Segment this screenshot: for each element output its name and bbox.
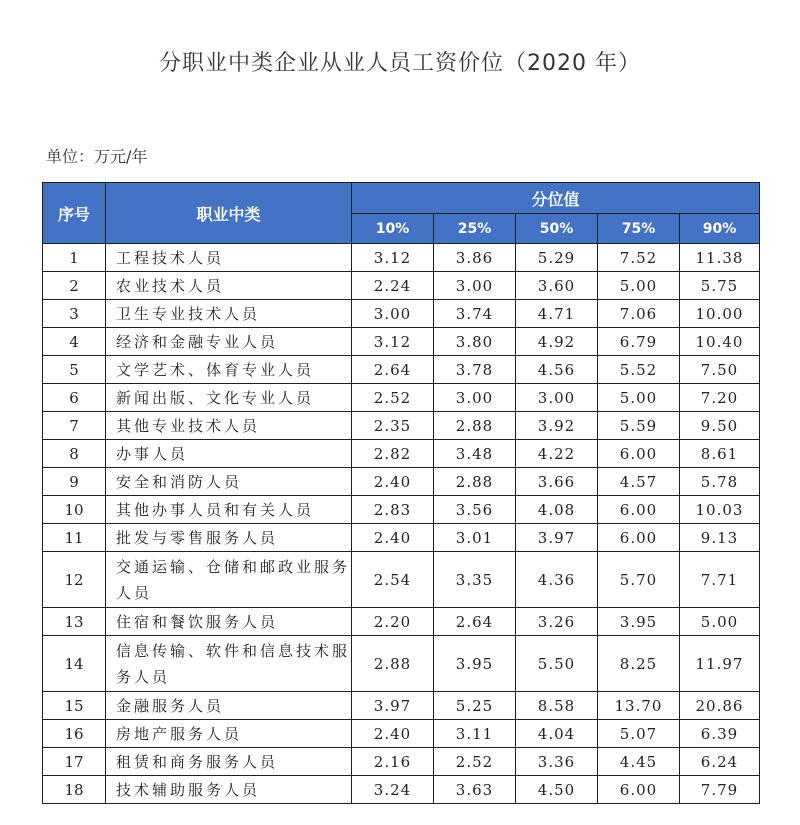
cell-p50: 5.50 xyxy=(516,636,598,692)
header-p10: 10% xyxy=(352,214,434,244)
header-index: 序号 xyxy=(43,183,106,244)
cell-occupation: 工程技术人员 xyxy=(106,244,352,272)
cell-p25: 3.01 xyxy=(434,524,516,552)
cell-p75: 7.52 xyxy=(598,244,680,272)
cell-p75: 6.00 xyxy=(598,440,680,468)
table-row xyxy=(43,524,760,552)
cell-p75: 7.06 xyxy=(598,300,680,328)
cell-occupation: 信息传输、软件和信息技术服务人员 xyxy=(106,636,352,692)
cell-p25: 3.56 xyxy=(434,496,516,524)
cell-p75: 5.70 xyxy=(598,552,680,608)
cell-p10: 2.64 xyxy=(352,356,434,384)
cell-index: 9 xyxy=(43,468,106,496)
cell-p25: 5.25 xyxy=(434,692,516,720)
cell-p50: 4.92 xyxy=(516,328,598,356)
cell-p25: 3.00 xyxy=(434,272,516,300)
cell-occupation: 技术辅助服务人员 xyxy=(106,776,352,804)
header-percentile-group: 分位值 xyxy=(352,183,760,214)
cell-p90: 6.39 xyxy=(680,720,760,748)
cell-p25: 2.64 xyxy=(434,608,516,636)
cell-p90: 7.20 xyxy=(680,384,760,412)
cell-p25: 3.63 xyxy=(434,776,516,804)
wage-table xyxy=(42,182,760,804)
cell-p75: 6.00 xyxy=(598,496,680,524)
cell-occupation: 交通运输、仓储和邮政业服务人员 xyxy=(106,552,352,608)
table-row xyxy=(43,328,760,356)
cell-p50: 3.92 xyxy=(516,412,598,440)
cell-occupation: 批发与零售服务人员 xyxy=(106,524,352,552)
cell-p10: 2.40 xyxy=(352,720,434,748)
cell-p75: 6.00 xyxy=(598,776,680,804)
cell-p10: 3.12 xyxy=(352,328,434,356)
cell-occupation: 经济和金融专业人员 xyxy=(106,328,352,356)
cell-p25: 2.88 xyxy=(434,412,516,440)
cell-p10: 2.20 xyxy=(352,608,434,636)
cell-index: 17 xyxy=(43,748,106,776)
cell-p25: 2.88 xyxy=(434,468,516,496)
cell-p25: 3.11 xyxy=(434,720,516,748)
cell-p10: 2.88 xyxy=(352,636,434,692)
cell-p50: 4.04 xyxy=(516,720,598,748)
cell-p75: 8.25 xyxy=(598,636,680,692)
cell-p75: 4.57 xyxy=(598,468,680,496)
cell-p10: 3.24 xyxy=(352,776,434,804)
cell-p50: 4.71 xyxy=(516,300,598,328)
cell-p10: 2.16 xyxy=(352,748,434,776)
cell-p90: 9.13 xyxy=(680,524,760,552)
cell-p75: 4.45 xyxy=(598,748,680,776)
cell-index: 13 xyxy=(43,608,106,636)
cell-p50: 4.22 xyxy=(516,440,598,468)
cell-p10: 3.00 xyxy=(352,300,434,328)
cell-p90: 10.40 xyxy=(680,328,760,356)
table-row xyxy=(43,636,760,692)
table-body xyxy=(43,244,760,804)
cell-p75: 6.79 xyxy=(598,328,680,356)
cell-p90: 10.03 xyxy=(680,496,760,524)
cell-p90: 5.78 xyxy=(680,468,760,496)
cell-occupation: 安全和消防人员 xyxy=(106,468,352,496)
table-row xyxy=(43,356,760,384)
cell-p25: 3.00 xyxy=(434,384,516,412)
cell-p10: 3.97 xyxy=(352,692,434,720)
cell-p10: 3.12 xyxy=(352,244,434,272)
cell-p90: 9.50 xyxy=(680,412,760,440)
cell-p10: 2.52 xyxy=(352,384,434,412)
cell-p50: 3.60 xyxy=(516,272,598,300)
cell-index: 8 xyxy=(43,440,106,468)
cell-index: 2 xyxy=(43,272,106,300)
cell-p50: 3.00 xyxy=(516,384,598,412)
table-row xyxy=(43,720,760,748)
cell-p90: 10.00 xyxy=(680,300,760,328)
cell-p75: 5.00 xyxy=(598,272,680,300)
cell-p90: 8.61 xyxy=(680,440,760,468)
cell-p10: 2.54 xyxy=(352,552,434,608)
cell-index: 6 xyxy=(43,384,106,412)
cell-p10: 2.24 xyxy=(352,272,434,300)
table-row xyxy=(43,300,760,328)
cell-p25: 3.80 xyxy=(434,328,516,356)
cell-occupation: 其他专业技术人员 xyxy=(106,412,352,440)
table-row xyxy=(43,692,760,720)
cell-index: 4 xyxy=(43,328,106,356)
cell-p75: 13.70 xyxy=(598,692,680,720)
cell-index: 16 xyxy=(43,720,106,748)
cell-p10: 2.40 xyxy=(352,468,434,496)
cell-index: 14 xyxy=(43,636,106,692)
header-p25: 25% xyxy=(434,214,516,244)
table-row xyxy=(43,468,760,496)
cell-occupation: 办事人员 xyxy=(106,440,352,468)
cell-p10: 2.82 xyxy=(352,440,434,468)
header-p90: 90% xyxy=(680,214,760,244)
cell-p90: 5.75 xyxy=(680,272,760,300)
cell-index: 10 xyxy=(43,496,106,524)
table-row xyxy=(43,552,760,608)
cell-p50: 4.50 xyxy=(516,776,598,804)
cell-p90: 11.38 xyxy=(680,244,760,272)
cell-index: 1 xyxy=(43,244,106,272)
cell-p50: 4.08 xyxy=(516,496,598,524)
cell-index: 11 xyxy=(43,524,106,552)
table-header xyxy=(43,183,760,244)
table-row xyxy=(43,272,760,300)
table-row xyxy=(43,608,760,636)
cell-p75: 5.59 xyxy=(598,412,680,440)
cell-occupation: 房地产服务人员 xyxy=(106,720,352,748)
table-row xyxy=(43,244,760,272)
cell-p25: 3.35 xyxy=(434,552,516,608)
cell-p10: 2.40 xyxy=(352,524,434,552)
cell-index: 12 xyxy=(43,552,106,608)
cell-occupation: 农业技术人员 xyxy=(106,272,352,300)
cell-p50: 4.36 xyxy=(516,552,598,608)
cell-index: 3 xyxy=(43,300,106,328)
cell-occupation: 金融服务人员 xyxy=(106,692,352,720)
table-row xyxy=(43,496,760,524)
cell-p75: 6.00 xyxy=(598,524,680,552)
cell-p25: 3.78 xyxy=(434,356,516,384)
header-occupation: 职业中类 xyxy=(106,183,352,244)
cell-p50: 4.56 xyxy=(516,356,598,384)
table-row xyxy=(43,412,760,440)
cell-p75: 5.00 xyxy=(598,384,680,412)
header-p75: 75% xyxy=(598,214,680,244)
cell-p50: 3.36 xyxy=(516,748,598,776)
table-row xyxy=(43,748,760,776)
cell-p25: 3.48 xyxy=(434,440,516,468)
header-p50: 50% xyxy=(516,214,598,244)
cell-p50: 3.26 xyxy=(516,608,598,636)
cell-p25: 3.86 xyxy=(434,244,516,272)
cell-occupation: 其他办事人员和有关人员 xyxy=(106,496,352,524)
cell-index: 18 xyxy=(43,776,106,804)
cell-p90: 6.24 xyxy=(680,748,760,776)
cell-p25: 3.95 xyxy=(434,636,516,692)
page-title: 分职业中类企业从业人员工资价位（2020 年） xyxy=(159,51,641,76)
cell-p75: 5.07 xyxy=(598,720,680,748)
cell-p90: 5.00 xyxy=(680,608,760,636)
cell-p25: 2.52 xyxy=(434,748,516,776)
unit-label: 单位：万元/年 xyxy=(46,147,148,166)
cell-p90: 11.97 xyxy=(680,636,760,692)
cell-occupation: 文学艺术、体育专业人员 xyxy=(106,356,352,384)
cell-p90: 7.50 xyxy=(680,356,760,384)
cell-p90: 7.79 xyxy=(680,776,760,804)
table-row xyxy=(43,440,760,468)
cell-p50: 8.58 xyxy=(516,692,598,720)
cell-occupation: 卫生专业技术人员 xyxy=(106,300,352,328)
table-row xyxy=(43,384,760,412)
cell-p90: 7.71 xyxy=(680,552,760,608)
cell-p50: 3.66 xyxy=(516,468,598,496)
cell-occupation: 住宿和餐饮服务人员 xyxy=(106,608,352,636)
cell-p25: 3.74 xyxy=(434,300,516,328)
cell-p75: 3.95 xyxy=(598,608,680,636)
cell-index: 15 xyxy=(43,692,106,720)
cell-index: 5 xyxy=(43,356,106,384)
cell-occupation: 租赁和商务服务人员 xyxy=(106,748,352,776)
cell-index: 7 xyxy=(43,412,106,440)
cell-p50: 5.29 xyxy=(516,244,598,272)
cell-p10: 2.83 xyxy=(352,496,434,524)
cell-p10: 2.35 xyxy=(352,412,434,440)
table-row xyxy=(43,776,760,804)
cell-p75: 5.52 xyxy=(598,356,680,384)
cell-p90: 20.86 xyxy=(680,692,760,720)
cell-p50: 3.97 xyxy=(516,524,598,552)
cell-occupation: 新闻出版、文化专业人员 xyxy=(106,384,352,412)
